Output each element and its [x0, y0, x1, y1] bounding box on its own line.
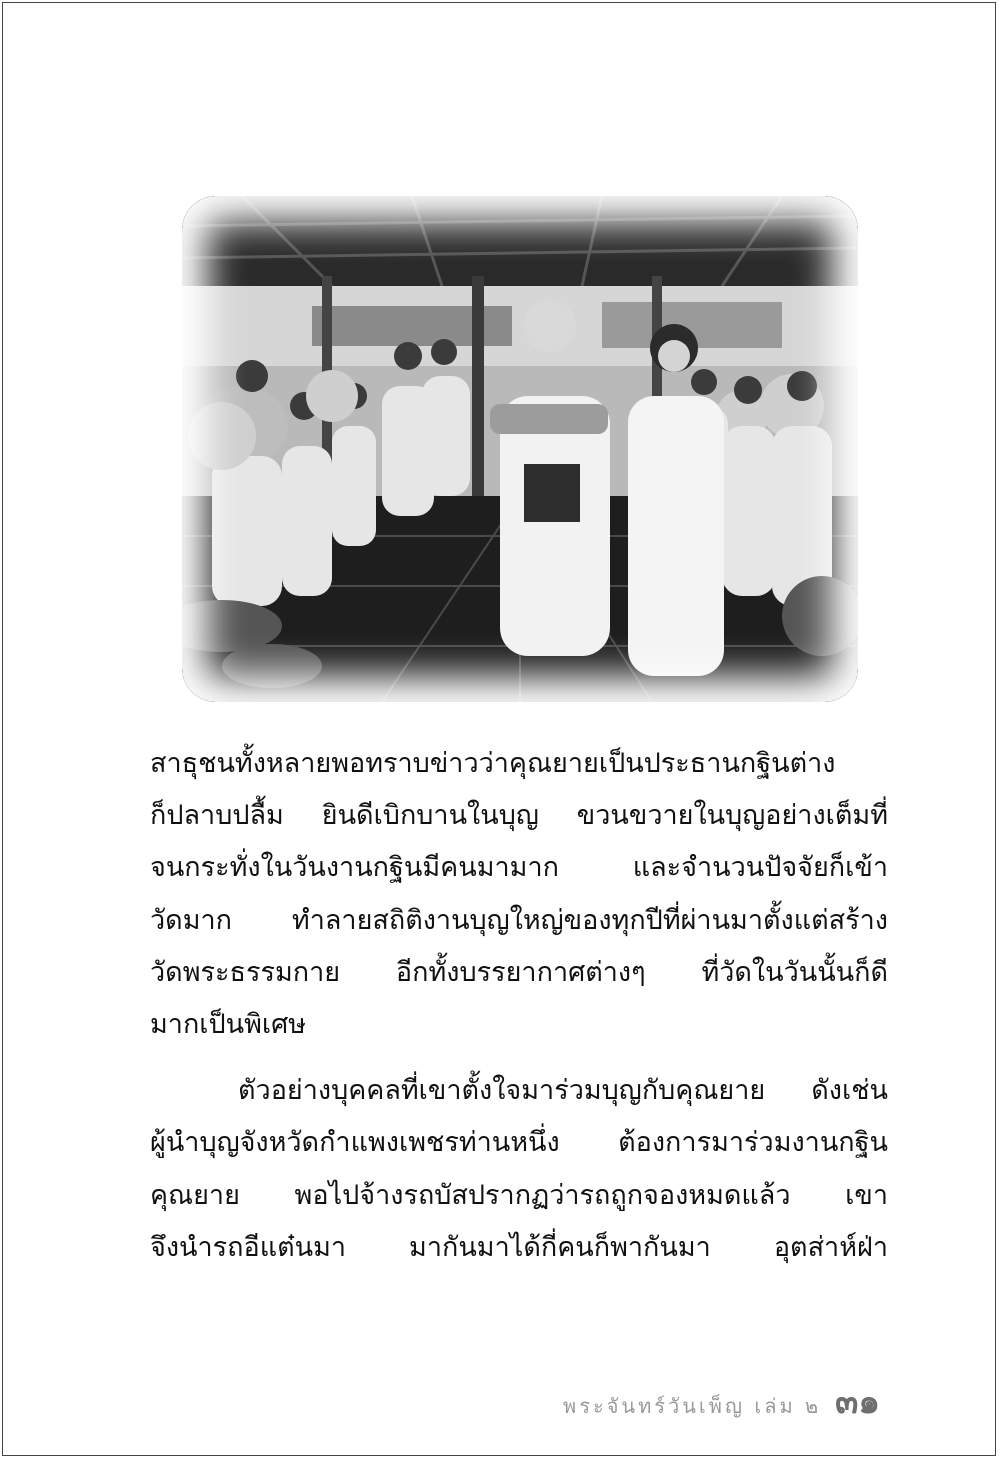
page-footer [563, 1374, 880, 1428]
kathina-procession-photo [182, 196, 858, 702]
text-line: ก็ปลาบปลื้ม ยินดีเบิกบานในบุญ ขวนขวายในบุญอย่างเต็มที่ [150, 800, 888, 832]
photo-illustration [182, 196, 858, 702]
text-line: จนกระทั่งในวันงานกฐินมีคนมามาก และจำนวนปัจจัยก็เข้า [150, 852, 888, 884]
body-text [150, 738, 888, 1274]
text-line: จึงนำรถอีแต๋นมา มากันมาได้กี่คนก็พากันมา อุตส่าห์ฝ่า [150, 1231, 888, 1263]
book-title: พระจันทร์วันเพ็ญ เล่ม ๒ [563, 1394, 822, 1418]
text-line: ตัวอย่างบุคคลที่เขาตั้งใจมาร่วมบุญกับคุณยาย ดังเช่น [238, 1075, 888, 1107]
text-line: มากเป็นพิเศษ [150, 1008, 307, 1040]
text-line: วัดพระธรรมกาย อีกทั้งบรรยากาศต่างๆ ที่วัดในวันนั้นก็ดี [150, 956, 888, 988]
text-line: คุณยาย พอไปจ้างรถบัสปรากฏว่ารถถูกจองหมดแล้ว เขา [150, 1179, 888, 1211]
text-line: วัดมาก ทำลายสถิติงานบุญใหญ่ของทุกปีที่ผ่านมาตั้งแต่สร้าง [150, 904, 888, 936]
page-number: ๓๑ [835, 1382, 880, 1422]
text-line: ผู้นำบุญจังหวัดกำแพงเพชรท่านหนึ่ง ต้องการมาร่วมงานกฐิน [150, 1127, 888, 1159]
text-line: สาธุชนทั้งหลายพอทราบข่าวว่าคุณยายเป็นประธานกฐินต่าง [150, 748, 836, 779]
